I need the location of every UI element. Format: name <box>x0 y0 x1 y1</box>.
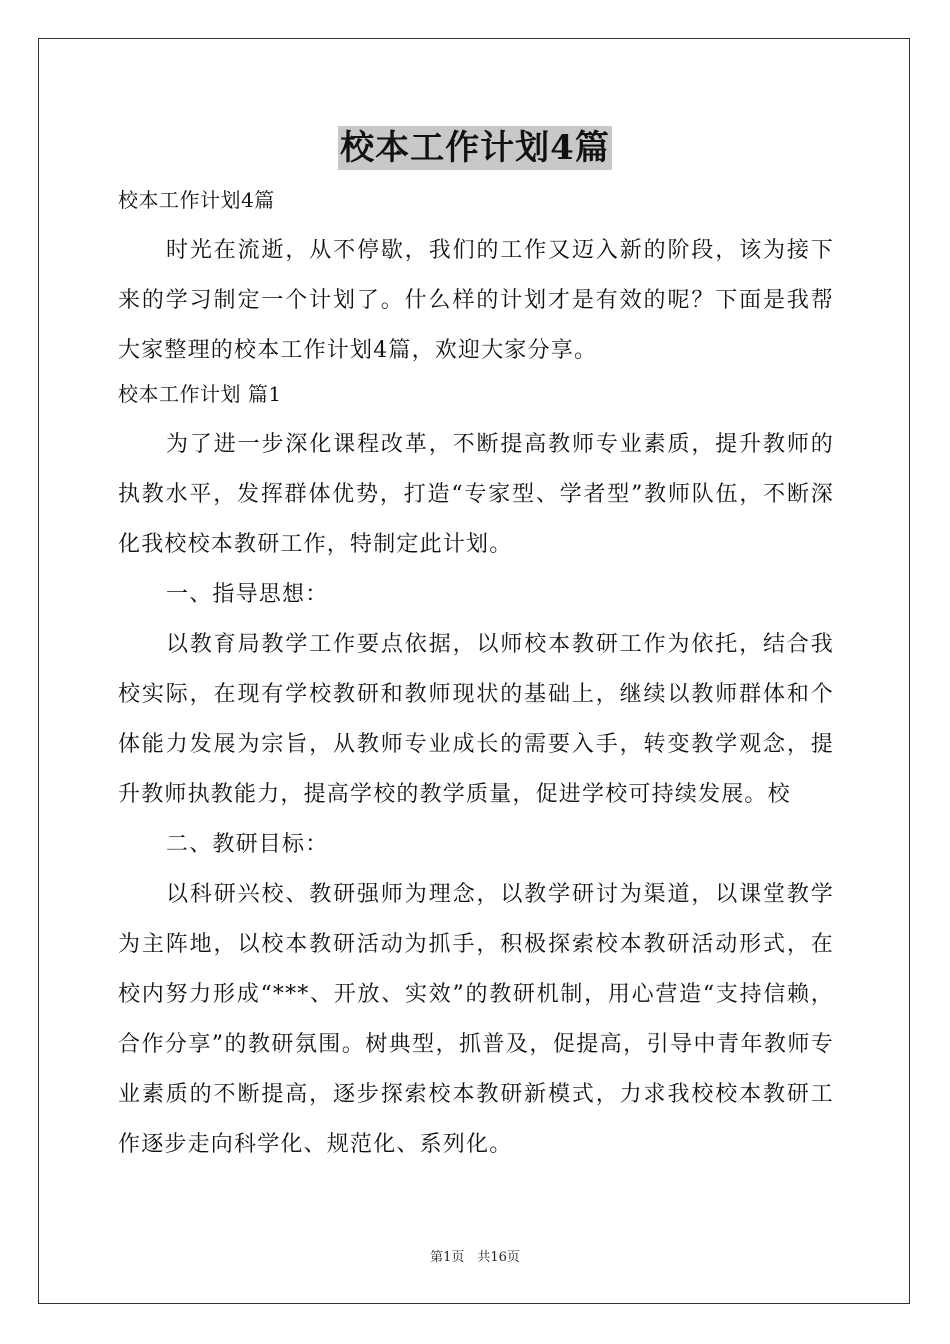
heading-guiding-thought: 一、指导思想： <box>166 582 329 607</box>
paragraph-2: 以教育局教学工作要点依据，以师校本教研工作为依托，结合我校实际，在现有学校教研和教师现状的基础上，继续以教师群体和个体能力发展为宗旨，从教师专业成长的需要入手，转变教学观念，提升教师执教能力，提高学校的教学质量，促进学校可持续发展。校 <box>118 632 834 807</box>
document-title: 校本工作计划4篇 <box>340 128 610 168</box>
page-footer: 第1页 共16页 <box>430 1250 520 1265</box>
paragraph-1: 为了进一步深化课程改革，不断提高教师专业素质，提升教师的执教水平，发挥群体优势，打造“专家型、学者型”教师队伍，不断深化我校校本教研工作，特制定此计划。 <box>118 432 834 557</box>
title-container <box>0 126 950 170</box>
document-body <box>118 182 834 1170</box>
heading-research-goal: 二、教研目标： <box>166 832 329 857</box>
intro-paragraph: 时光在流逝，从不停歇，我们的工作又迈入新的阶段，该为接下来的学习制定一个计划了。什么样的计划才是有效的呢？下面是我帮大家整理的校本工作计划4篇，欢迎大家分享。 <box>118 238 834 363</box>
paragraph-3: 以科研兴校、教研强师为理念，以教学研讨为渠道，以课堂教学为主阵地，以校本教研活动为抓手，积极探索校本教研活动形式，在校内努力形成“***、开放、实效”的教研机制，用心营造“支持信赖，合作分享”的教研氛围。树典型，抓普及，促提高，引导中青年教师专业素质的不断提高，逐步探索校本教研新模式，力求我校校本教研工作逐步走向科学化、规范化、系列化。 <box>118 882 834 1157</box>
document-subtitle: 校本工作计划4篇 <box>118 188 275 212</box>
section-heading: 校本工作计划 篇1 <box>118 382 282 406</box>
